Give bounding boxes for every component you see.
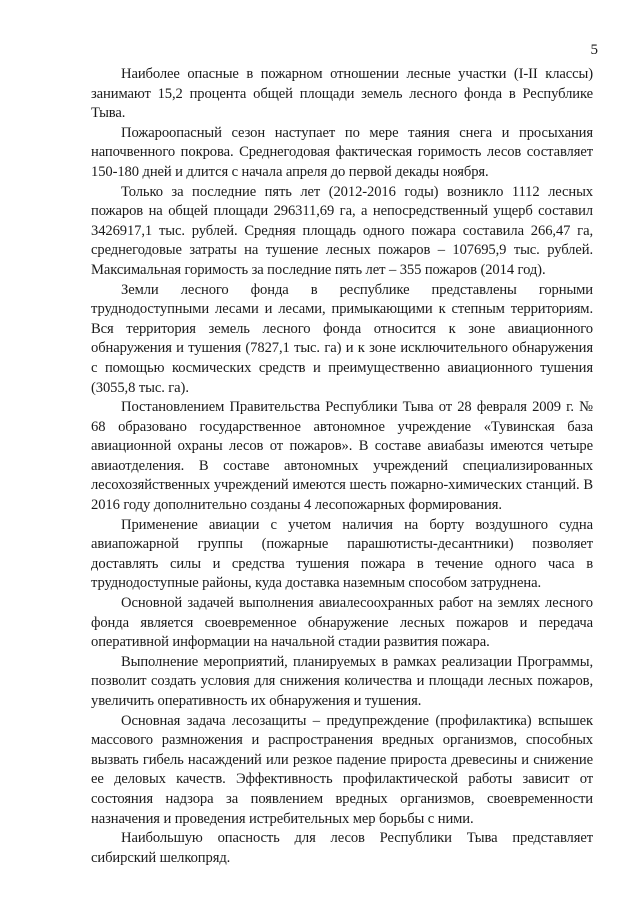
paragraph-fire-season: Пожароопасный сезон наступает по мере таяния снега и просыхания напочвенного покрова. Среднегодовая фактическая горимость лесов составляет 150-180 дней и длится с начала апреля до первой декады ноября. — [91, 124, 593, 180]
paragraph-forest-protection: Основная задача лесозащиты – предупреждение (профилактика) вспышек массового размножения и распространения вредных организмов, способных вызвать гибель насаждений или резкое падение прироста древесины и снижение ее деловых качеств. Эффективность профилактической работы зависит от состояния надзора за появлением вредных организмов, своевременности назначения и проведения истребительных мер борьбы с ними. — [91, 712, 593, 827]
paragraph-fire-hazard-classes: Наиболее опасные в пожарном отношении лесные участки (I-II классы) занимают 15,2 процента общей площади земель лесного фонда в Республике Тыва. — [91, 66, 593, 122]
paragraph-main-task: Основной задачей выполнения авиалесоохранных работ на землях лесного фонда является своевременное обнаружение лесных пожаров и передача оперативной информации на начальной стадии развития пожара. — [91, 595, 593, 651]
paragraph-forest-zones: Земли лесного фонда в республике представлены горными труднодоступными лесами и лесами, примыкающими к степным территориям. Вся территория земель лесного фонда относится к зоне авиационного обнаружения и тушения (7827,1 тыс. га) и к зоне исключительного обнаружения с помощью космических средств и преимущественно авиационного тушения (3055,8 тыс. га). — [91, 281, 593, 396]
paragraph-aviation-usage: Применение авиации с учетом наличия на борту воздушного судна авиапожарной группы (пожарные парашютисты-десантники) позволяет доставлять силы и средства тушения пожара в течение одного часа в труднодоступные районы, куда доставка наземным способом затруднена. — [91, 516, 593, 592]
paragraph-aviation-base: Постановлением Правительства Республики Тыва от 28 февраля 2009 г. № 68 образовано государственное автономное учреждение «Тувинская база авиационной охраны лесов от пожаров». В составе авиабазы имеются четыре авиаотделения. В составе автономных учреждений специализированных лесохозяйственных учреждений имеются шесть пожарно-химических станций. В 2016 году дополнительно созданы 4 лесопожарных формирования. — [91, 399, 593, 514]
document-body — [91, 65, 593, 868]
paragraph-program-measures: Выполнение мероприятий, планируемых в рамках реализации Программы, позволит создать условия для снижения количества и площади лесных пожаров, увеличить оперативность их обнаружения и тушения. — [91, 653, 593, 709]
paragraph-siberian-silkmoth: Наибольшую опасность для лесов Республики Тыва представляет сибирский шелкопряд. — [91, 830, 593, 866]
page-number: 5 — [590, 42, 598, 58]
paragraph-fire-statistics: Только за последние пять лет (2012-2016 годы) возникло 1112 лесных пожаров на общей площади 296311,69 га, а непосредственный ущерб составил 3426917,1 тыс. рублей. Средняя площадь одного пожара составила 266,47 га, среднегодовые затраты на тушение лесных пожаров – 107695,9 тыс. рублей. Максимальная горимость за последние пять лет – 355 пожаров (2014 год). — [91, 183, 593, 278]
